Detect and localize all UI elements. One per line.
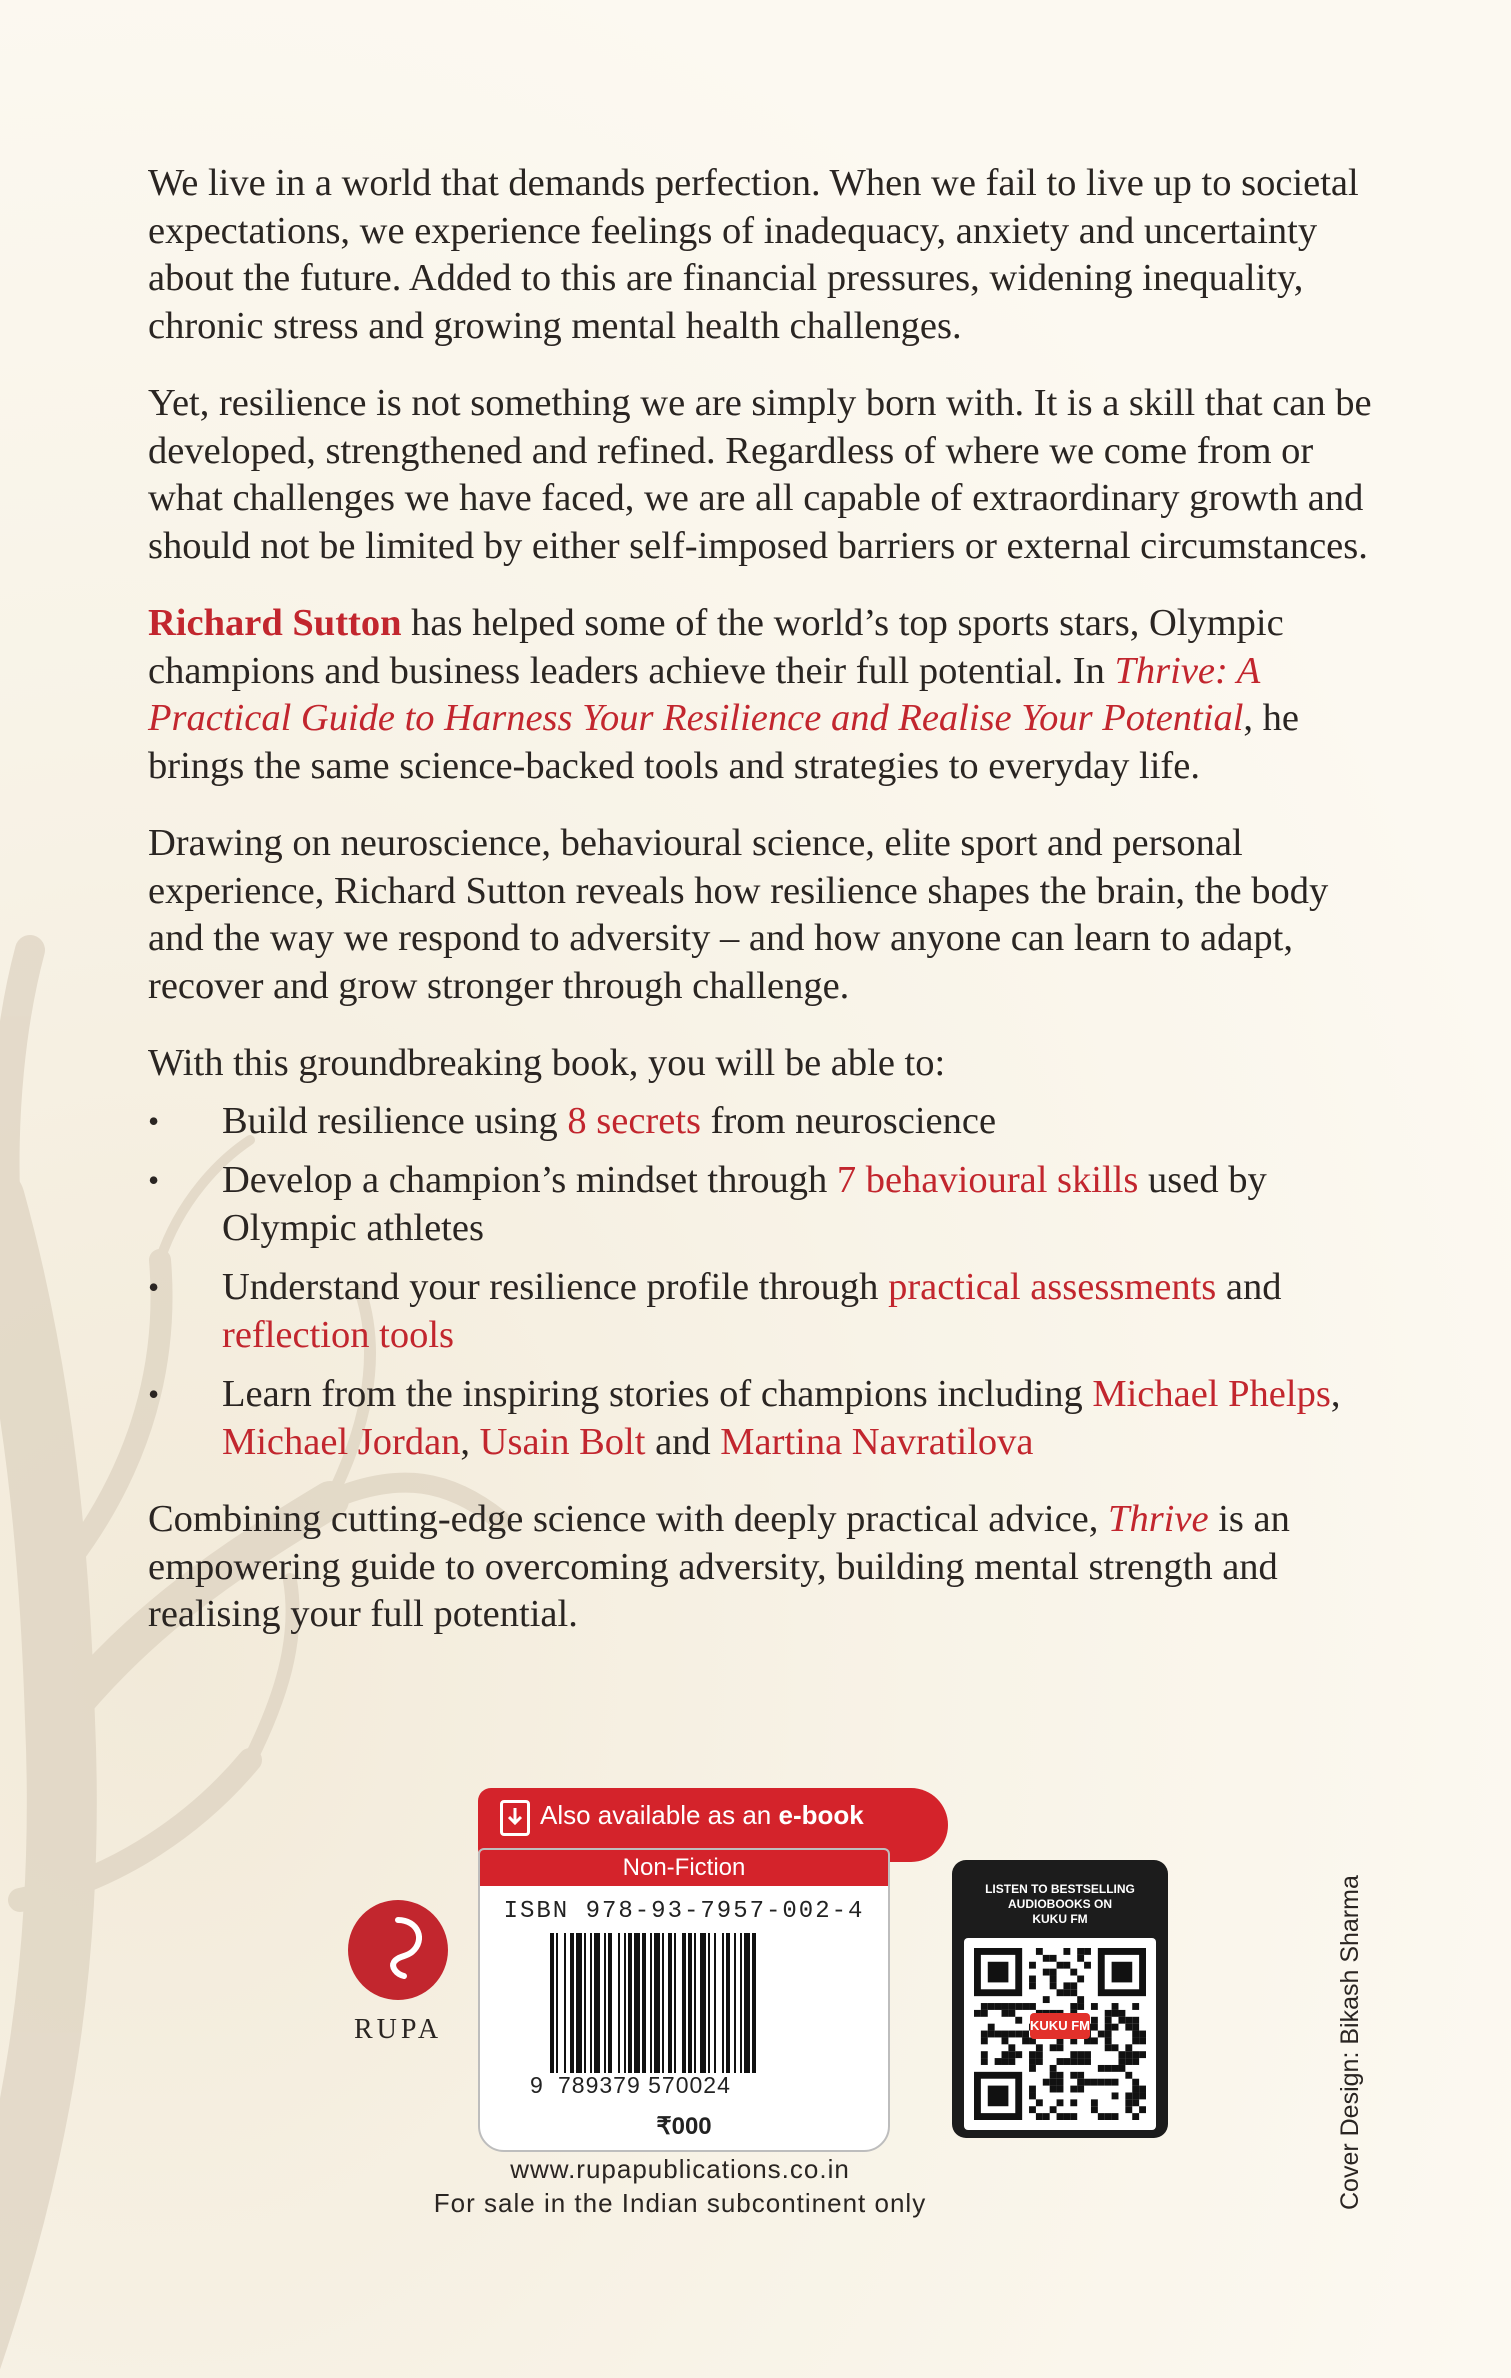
cover-design-credit: Cover Design: Bikash Sharma [1336, 1875, 1364, 2210]
category-label: Non-Fiction [480, 1850, 888, 1886]
audiobook-qr-card [952, 1860, 1168, 2138]
back-cover-blurb [148, 160, 1378, 1669]
ebook-label: Also available as an e-book [540, 1800, 864, 1830]
barcode-card: Non-Fiction ISBN 978-93-7957-002-4 9 789379 570024 ₹000 [478, 1848, 890, 2152]
list-item: • Build resilience using 8 secrets from neuroscience [148, 1098, 1378, 1146]
author-name: Richard Sutton [148, 602, 402, 644]
kukufm-logo: KUKU FM [1030, 2013, 1090, 2039]
rupa-logo-icon [348, 1900, 448, 2000]
benefits-list [148, 1098, 1378, 1467]
isbn-text: ISBN 978-93-7957-002-4 [503, 1898, 865, 1925]
list-item: • Learn from the inspiring stories of champions including Michael Phelps, Michael Jordan, Usain Bolt and Martina Navratilova [148, 1371, 1378, 1466]
barcode [550, 1933, 820, 2073]
list-item: • Understand your resilience profile through practical assessments and reflection tools [148, 1264, 1378, 1359]
resilience-paragraph: Yet, resilience is not something we are simply born with. It is a skill that can be developed, strengthened and refined. Regardless of where we come from or what challenges we have faced, we are all capable of extraordinary growth and should not be limited by either self-imposed barriers or external circumstances. [148, 382, 1372, 567]
intro-paragraph: We live in a world that demands perfection. When we fail to live up to societal expectations, we experience feelings of inadequacy, anxiety and uncertainty about the future. Added to this are financial pressures, widening inequality, chronic stress and growing mental health challenges. [148, 162, 1359, 347]
audiobook-label: LISTEN TO BESTSELLING AUDIOBOOKS ON KUKU FM [985, 1882, 1135, 1926]
bullets-intro: With this groundbreaking book, you will be able to: [148, 1042, 946, 1084]
website-link[interactable]: www.rupapublications.co.in [510, 2154, 850, 2184]
list-item: • Develop a champion’s mindset through 7 behavioural skills used by Olympic athletes [148, 1157, 1378, 1252]
approach-paragraph: Drawing on neuroscience, behavioural science, elite sport and personal experience, Richard Sutton reveals how resilience shapes the brain, the body and the way we respond to adversity – and how anyone can learn to adapt, recover and grow stronger through challenge. [148, 822, 1329, 1007]
book-title: Thrive: A Practical Guide to Harness Your Resilience and Realise Your Potential [148, 649, 1260, 739]
sale-note: For sale in the Indian subcontinent only [433, 2188, 927, 2218]
qr-code[interactable] [964, 1938, 1156, 2130]
publisher-info [380, 2152, 980, 2220]
closing-paragraph: Combining cutting-edge science with deeply practical advice, Thrive is an empowering guide to overcoming adversity, building mental strength and realising your full potential. [148, 1498, 1290, 1635]
download-icon [500, 1800, 530, 1836]
author-paragraph: Richard Sutton has helped some of the world’s top sports stars, Olympic champions and business leaders achieve their full potential. In Thrive: A Practical Guide to Harness Your Resilience and Realise Your Potential, he brings the same science-backed tools and strategies to everyday life. [148, 602, 1299, 787]
price: ₹000 [656, 2113, 712, 2140]
publisher-logo [342, 1900, 454, 2080]
publisher-name: RUPA [353, 2014, 443, 2045]
